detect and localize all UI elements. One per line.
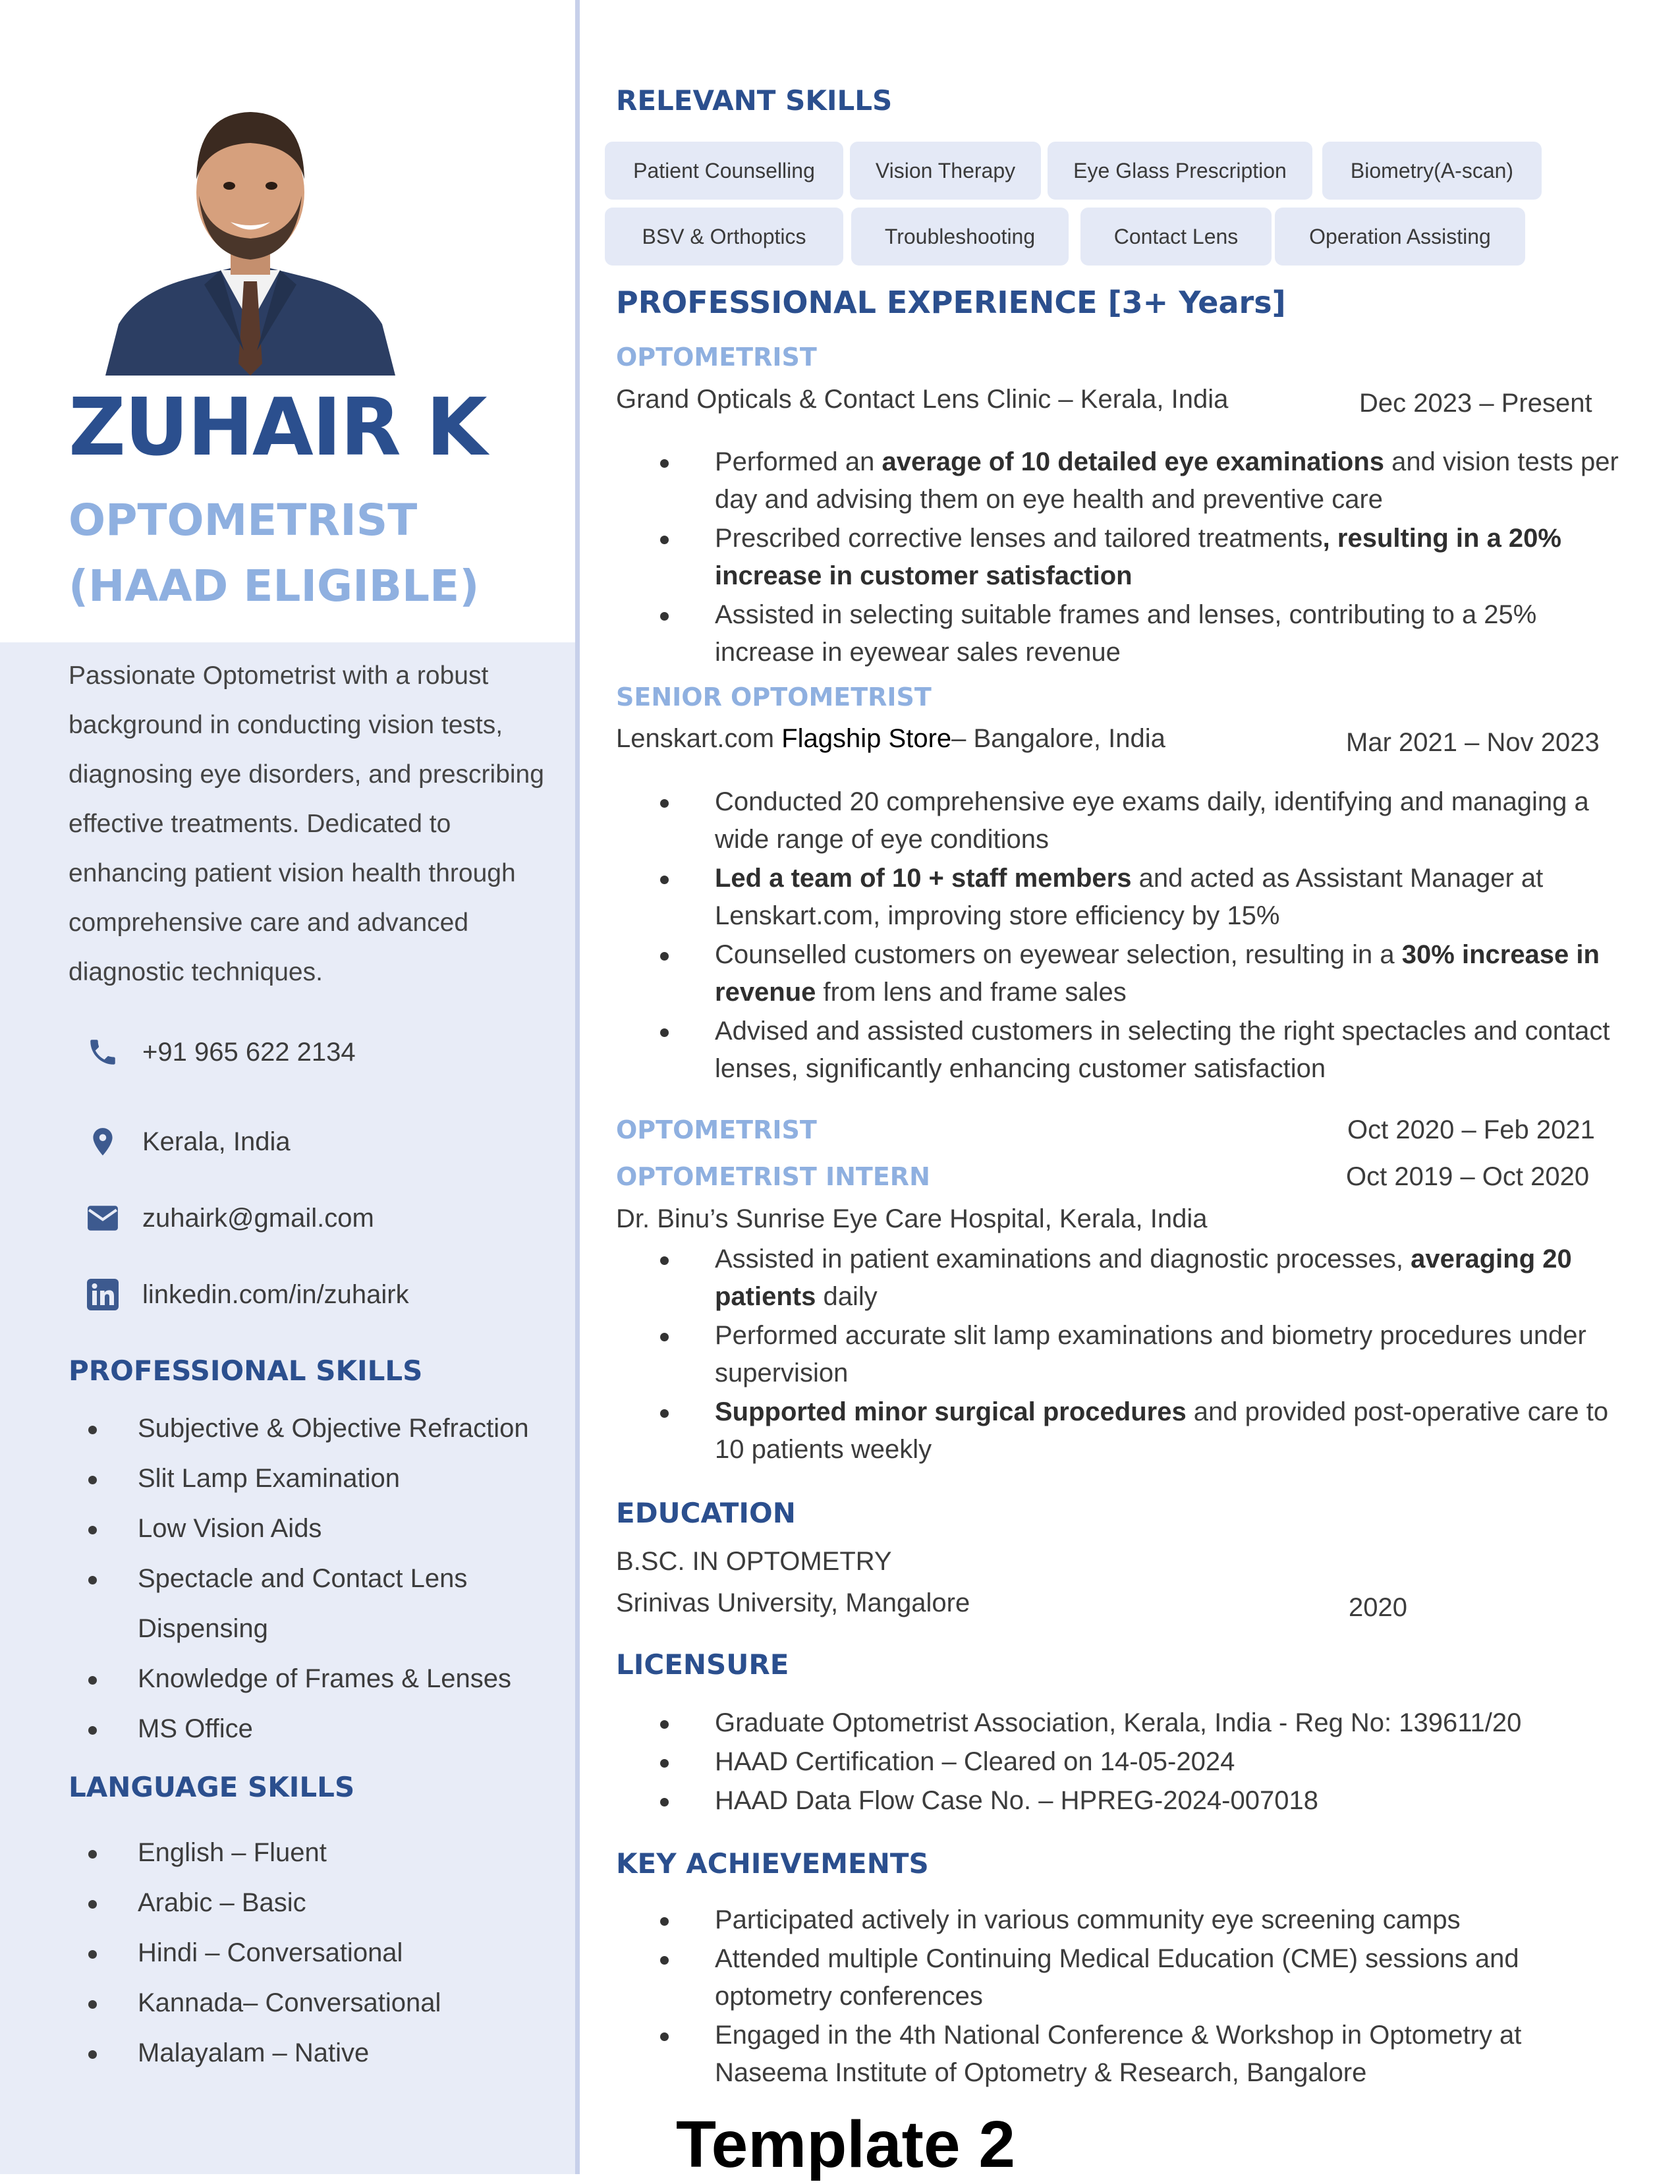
education-school: Srinivas University, Mangalore — [616, 1588, 970, 1617]
list-item: Prescribed corrective lenses and tailored treatments, resulting in a 20% increase in customer satisfaction — [616, 520, 1631, 595]
skill-tag: Operation Assisting — [1275, 208, 1525, 266]
template-label: Template 2 — [676, 2108, 1015, 2181]
job-org: Lenskart.com Flagship Store– Bangalore, India — [616, 724, 1165, 753]
job-dates: Oct 2020 – Feb 2021 — [1347, 1115, 1595, 1144]
linkedin-url: linkedin.com/in/zuhairk — [142, 1279, 409, 1309]
email-icon — [83, 1198, 123, 1238]
profile-summary: Passionate Optometrist with a robust background in conducting vision tests, diagnosing eye disorders, and prescribing effective treatments. Dedicated to enhancing patient vision health through comprehensive care and advanced diagnostic techniques. — [69, 661, 544, 986]
job-dates: Mar 2021 – Nov 2023 — [1346, 728, 1600, 757]
skill-tag: Vision Therapy — [850, 142, 1041, 200]
list-item: Performed accurate slit lamp examinations and biometry procedures under supervision — [616, 1317, 1631, 1392]
job-org: Dr. Binu’s Sunrise Eye Care Hospital, Kerala, India — [616, 1204, 1208, 1233]
skill-tag: BSV & Orthoptics — [605, 208, 843, 266]
relevant-skills-heading: RELEVANT SKILLS — [616, 84, 893, 117]
professional-skills-list — [69, 1403, 556, 1754]
list-item: Assisted in selecting suitable frames and lenses, contributing to a 25% increase in eyewear sales revenue — [616, 596, 1631, 671]
location-pin-icon — [83, 1122, 123, 1162]
sidebar-divider — [575, 0, 580, 2174]
contact-location — [83, 1122, 557, 1162]
list-item: Low Vision Aids — [69, 1503, 556, 1554]
list-item: Hindi – Conversational — [69, 1928, 556, 1978]
candidate-title: OPTOMETRIST (HAAD ELIGIBLE) — [69, 495, 480, 611]
job-role: OPTOMETRIST INTERN — [616, 1162, 930, 1191]
list-item: Supported minor surgical procedures and provided post-operative care to 10 patients weekly — [616, 1393, 1631, 1469]
skill-tag: Patient Counselling — [605, 142, 843, 200]
list-item: Slit Lamp Examination — [69, 1453, 556, 1503]
phone-number: +91 965 622 2134 — [142, 1037, 356, 1067]
list-item: Engaged in the 4th National Conference & Workshop in Optometry at Naseema Institute of Optometry & Research, Bangalore — [616, 2017, 1631, 2092]
list-item: HAAD Data Flow Case No. – HPREG-2024-007018 — [616, 1782, 1631, 1820]
email-address: zuhairk@gmail.com — [142, 1203, 374, 1233]
contact-linkedin[interactable] — [83, 1275, 557, 1314]
job-org: Grand Opticals & Contact Lens Clinic – Kerala, India — [616, 385, 1229, 414]
list-item: Performed an average of 10 detailed eye examinations and vision tests per day and advising them on eye health and preventive care — [616, 443, 1631, 518]
location-text: Kerala, India — [142, 1127, 291, 1156]
licensure-heading: LICENSURE — [616, 1648, 789, 1681]
list-item: Subjective & Objective Refraction — [69, 1403, 556, 1453]
list-item: Malayalam – Native — [69, 2028, 556, 2078]
education-degree: B.SC. IN OPTOMETRY — [616, 1547, 892, 1576]
list-item: Led a team of 10 + staff members and acted as Assistant Manager at Lenskart.com, improving store efficiency by 15% — [616, 860, 1631, 935]
job-role: OPTOMETRIST — [616, 1115, 817, 1144]
professional-skills-heading: PROFESSIONAL SKILLS — [69, 1355, 423, 1387]
list-item: Spectacle and Contact Lens Dispensing — [69, 1554, 556, 1654]
list-item: Advised and assisted customers in selecting the right spectacles and contact lenses, significantly enhancing customer satisfaction — [616, 1013, 1631, 1088]
education-year: 2020 — [1349, 1593, 1407, 1622]
contact-email[interactable] — [83, 1198, 557, 1238]
list-item: Participated actively in various community eye screening camps — [616, 1901, 1631, 1939]
skill-tag: Contact Lens — [1080, 208, 1272, 266]
skill-tag: Troubleshooting — [851, 208, 1069, 266]
job-bullets — [616, 1241, 1631, 1470]
education-heading: EDUCATION — [616, 1497, 796, 1529]
profile-photo — [99, 87, 402, 376]
list-item: Arabic – Basic — [69, 1878, 556, 1928]
licensure-list — [616, 1704, 1631, 1821]
list-item: Kannada– Conversational — [69, 1978, 556, 2028]
list-item: Conducted 20 comprehensive eye exams daily, identifying and managing a wide range of eye conditions — [616, 783, 1631, 858]
skill-tag: Eye Glass Prescription — [1048, 142, 1312, 200]
list-item: HAAD Certification – Cleared on 14-05-2024 — [616, 1743, 1631, 1781]
achievements-list — [616, 1901, 1631, 2093]
candidate-name: ZUHAIR K — [69, 382, 486, 474]
contact-phone[interactable] — [83, 1032, 557, 1072]
phone-icon — [83, 1032, 123, 1072]
linkedin-icon — [83, 1275, 123, 1314]
experience-heading: PROFESSIONAL EXPERIENCE [3+ Years] — [616, 285, 1286, 320]
job-dates: Dec 2023 – Present — [1359, 389, 1592, 418]
list-item: English – Fluent — [69, 1828, 556, 1878]
list-item: Assisted in patient examinations and diagnostic processes, averaging 20 patients daily — [616, 1241, 1631, 1316]
list-item: Knowledge of Frames & Lenses — [69, 1654, 556, 1704]
skill-tag: Biometry(A-scan) — [1322, 142, 1542, 200]
list-item: Counselled customers on eyewear selection, resulting in a 30% increase in revenue from lens and frame sales — [616, 936, 1631, 1011]
job-dates: Oct 2019 – Oct 2020 — [1346, 1162, 1590, 1191]
job-bullets — [616, 783, 1631, 1089]
achievements-heading: KEY ACHIEVEMENTS — [616, 1847, 929, 1880]
language-skills-heading: LANGUAGE SKILLS — [69, 1771, 355, 1803]
list-item: Attended multiple Continuing Medical Education (CME) sessions and optometry conferences — [616, 1940, 1631, 2015]
job-role: SENIOR OPTOMETRIST — [616, 683, 932, 712]
job-role: OPTOMETRIST — [616, 343, 817, 372]
job-bullets — [616, 443, 1631, 673]
list-item: MS Office — [69, 1704, 556, 1754]
language-skills-list — [69, 1828, 556, 2078]
list-item: Graduate Optometrist Association, Kerala, India - Reg No: 139611/20 — [616, 1704, 1631, 1742]
